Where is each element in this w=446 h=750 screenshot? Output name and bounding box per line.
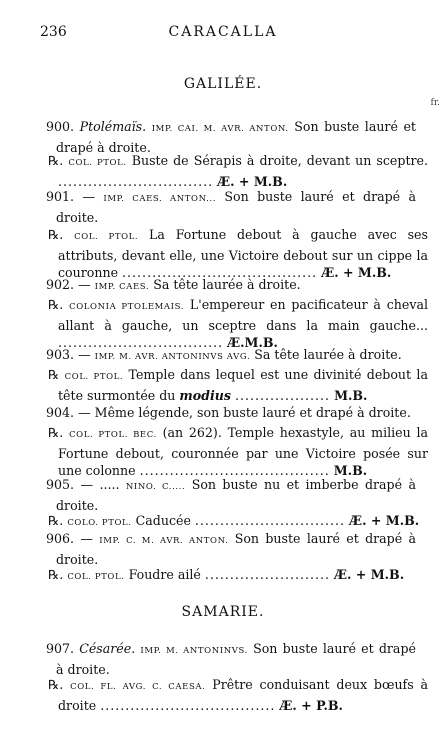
reverse-entry-905: ℞. COLO. PTOL. Caducée .............................. Æ. + M.B. [48, 513, 420, 528]
catalog-entry-901: 901. — IMP. CAES. ANTON... Son buste lauré et drapé à droite. [46, 189, 416, 225]
reverse-entry-906: ℞. COL. PTOL. Foudre ailé ......................... Æ. + M.B. [48, 567, 405, 582]
reverse-entry-900: ℞. COL. PTOL. Buste de Sérapis à droite, devant un sceptre. ............................... Æ. + M.B. [48, 153, 428, 189]
section-title-samarie: SAMARIE. [181, 604, 265, 620]
catalog-entry-907: 907. Césarée. IMP. M. ANTONINVS. Son buste lauré et drapé à droite. [46, 641, 416, 677]
reverse-entry-901: ℞. COL. PTOL. La Fortune debout à gauche avec ses attributs, devant elle, une Victoire debout sur un cippe la couronne ....................................... Æ. + M.B. [48, 227, 428, 281]
page-number: 236 [40, 24, 67, 40]
reverse-entry-907: ℞. COL. FL. AVG. C. CAESA. Prêtre conduisant deux bœufs à droite ................................... Æ. + P.B. [48, 677, 428, 713]
catalog-entry-904: 904. — Même légende, son buste lauré et drapé à droite. [46, 405, 411, 420]
catalog-entry-906: 906. — IMP. C. M. AVR. ANTON. Son buste lauré et drapé à droite. [46, 531, 417, 567]
catalog-entry-905: 905. — ..... NINO. C..... Son buste nu et imberbe drapé à droite. [46, 477, 416, 513]
catalog-entry-900: 900. Ptolémaïs. IMP. CAI. M. AVR. ANTON. Son buste lauré et drapé à droite. [46, 119, 416, 155]
page-header [0, 24, 446, 44]
running-title: CARACALLA [168, 24, 278, 40]
section-title-galilee: GALILÉE. [183, 76, 263, 92]
catalog-entry-903: 903. — IMP. M. AVR. ANTONINVS AVG. Sa tête laurée à droite. [46, 347, 402, 362]
reverse-entry-902: ℞. COLONIA PTOLEMAIS. L'empereur en pacificateur à cheval allant à gauche, un sceptre dans la main gauche... ................................. Æ.M.B. [48, 297, 429, 351]
margin-note: fr. [430, 98, 440, 108]
reverse-entry-904: ℞. COL. PTOL. BEC. (an 262). Temple hexastyle, au milieu la Fortune debout, couronnée par une Victoire posée sur une colonne ...................................... M.B. [48, 425, 429, 479]
catalog-entry-902: 902. — IMP. CAES. Sa tête laurée à droite. [46, 277, 301, 292]
reverse-entry-903: ℞ COL. PTOL. Temple dans lequel est une divinité debout la tête surmontée du modius ................... M.B. [48, 367, 428, 403]
